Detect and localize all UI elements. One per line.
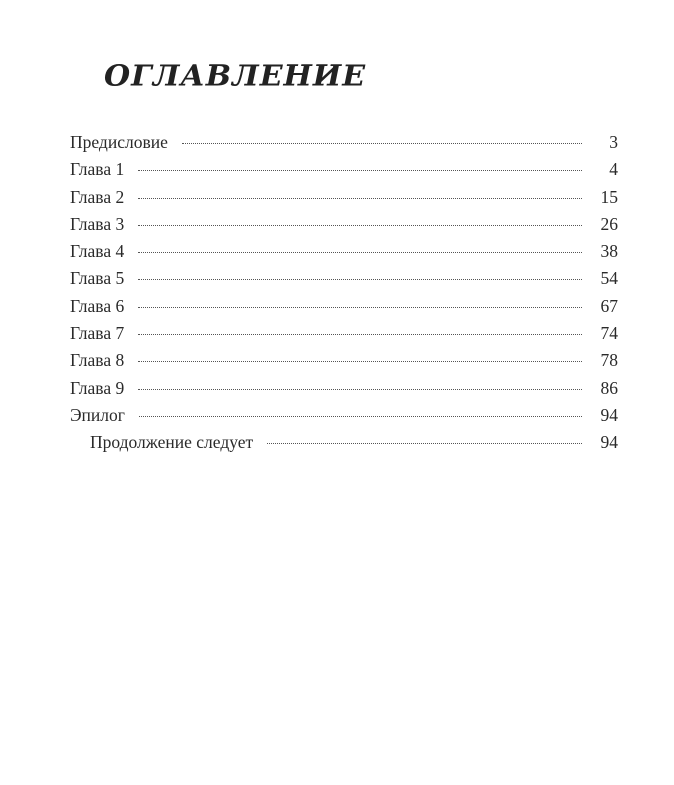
dot-leader bbox=[139, 416, 582, 417]
toc-entry-epilogue[interactable] bbox=[70, 402, 618, 429]
toc-entry-label: Глава 2 bbox=[70, 186, 125, 207]
toc-entry-page: 67 bbox=[600, 295, 618, 316]
toc-entry-label: Глава 8 bbox=[70, 350, 125, 371]
dot-leader bbox=[138, 170, 582, 171]
toc-entry-page: 3 bbox=[609, 132, 618, 152]
table-of-contents bbox=[70, 129, 618, 457]
toc-entry-label: Глава 9 bbox=[70, 377, 125, 398]
dot-leader bbox=[267, 443, 582, 444]
dot-leader bbox=[138, 225, 582, 226]
dot-leader bbox=[138, 334, 582, 335]
toc-entry-page: 38 bbox=[600, 241, 618, 262]
toc-entry-page: 94 bbox=[600, 404, 618, 425]
toc-entry-page: 4 bbox=[609, 159, 618, 180]
toc-entry-chapter-3[interactable] bbox=[70, 211, 618, 238]
dot-leader bbox=[138, 198, 582, 199]
toc-entry-label: Глава 5 bbox=[70, 268, 125, 289]
toc-entry-preface[interactable] bbox=[70, 129, 618, 156]
dot-leader bbox=[138, 279, 582, 280]
toc-entry-page: 74 bbox=[600, 323, 618, 344]
toc-entry-chapter-6[interactable] bbox=[70, 293, 618, 320]
toc-entry-page: 94 bbox=[600, 432, 618, 453]
toc-entry-label: Глава 7 bbox=[70, 323, 125, 344]
toc-entry-label: Продолжение следует bbox=[90, 432, 254, 453]
toc-entry-chapter-8[interactable] bbox=[70, 347, 618, 374]
toc-entry-chapter-2[interactable] bbox=[70, 184, 618, 211]
dot-leader bbox=[138, 307, 582, 308]
dot-leader bbox=[138, 252, 582, 253]
toc-entry-page: 54 bbox=[600, 268, 618, 289]
toc-entry-chapter-9[interactable] bbox=[70, 375, 618, 402]
toc-entry-chapter-7[interactable] bbox=[70, 320, 618, 347]
toc-entry-chapter-4[interactable] bbox=[70, 238, 618, 265]
toc-entry-label: Эпилог bbox=[70, 404, 125, 425]
toc-entry-page: 26 bbox=[600, 213, 618, 234]
toc-entry-chapter-5[interactable] bbox=[70, 265, 618, 292]
toc-entry-label: Глава 3 bbox=[70, 213, 125, 234]
toc-entry-chapter-1[interactable] bbox=[70, 156, 618, 183]
toc-entry-page: 15 bbox=[600, 186, 618, 207]
toc-entry-to-be-continued[interactable] bbox=[70, 429, 618, 456]
toc-entry-label: Глава 4 bbox=[70, 241, 125, 262]
toc-entry-page: 86 bbox=[600, 377, 618, 398]
dot-leader bbox=[138, 389, 582, 390]
toc-entry-page: 78 bbox=[600, 350, 618, 371]
toc-entry-label: Глава 6 bbox=[70, 295, 125, 316]
toc-entry-label: Глава 1 bbox=[70, 159, 125, 180]
dot-leader bbox=[182, 143, 582, 144]
dot-leader bbox=[138, 361, 582, 362]
toc-title: ОГЛАВЛЕНИЕ bbox=[104, 60, 367, 94]
toc-entry-label: Предисловие bbox=[70, 132, 168, 152]
